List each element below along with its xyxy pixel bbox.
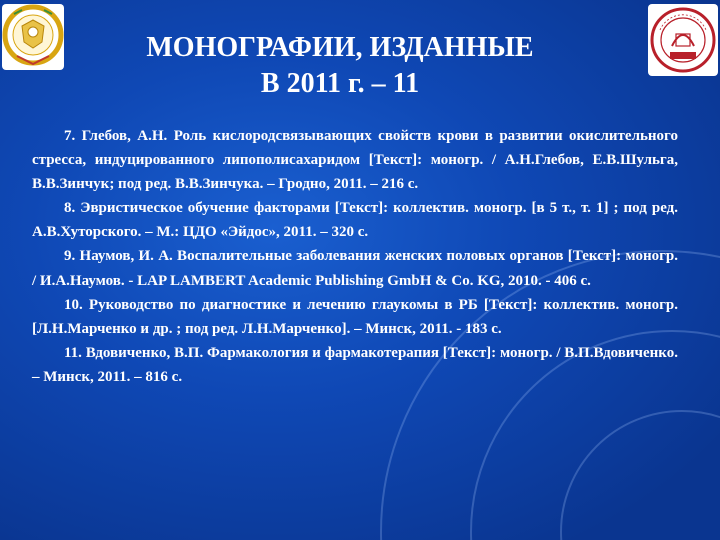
quality-award-emblem-icon [2, 4, 64, 70]
reference-item: 11. Вдовиченко, В.П. Фармакология и фармакотерапия [Текст]: моногр. / В.П.Вдовиченко. – Минск, 2011. – 816 с. [32, 344, 678, 385]
monograph-list [32, 124, 678, 389]
reference-item: 7. Глебов, А.Н. Роль кислородсвязывающих свойств крови в развитии окислительного стресса, индуцированного липополисахаридом [Текст]: моногр. / А.Н.Глебов, Е.В.Шульга, В.В.Зинчук; под ред. В.В.Зинчука. – Гродно, 2011. – 216 с. [32, 128, 678, 193]
quality-award-emblem-svg [2, 4, 64, 70]
slide-title-line-2: В 2011 г. – 11 [260, 68, 420, 99]
reference-item: 10. Руководство по диагностике и лечению глаукомы в РБ [Текст]: коллектив. моногр. [Л.Н.Марченко и др. ; под ред. Л.Н.Марченко]. – Минск, 2011. - 183 с. [32, 296, 678, 337]
reference-item: 8. Эвристическое обучение факторами [Текст]: коллектив. моногр. [в 5 т., т. 1] ; под ред. А.В.Хуторского. – М.: ЦДО «Эйдос», 2011. – 320 с. [32, 200, 678, 241]
university-seal-icon [648, 4, 718, 76]
slide-title [60, 30, 620, 102]
university-seal-svg [648, 4, 718, 76]
slide-title-line-1: МОНОГРАФИИ, ИЗДАННЫЕ [146, 32, 534, 63]
reference-item: 9. Наумов, И. А. Воспалительные заболевания женских половых органов [Текст]: моногр. / И.А.Наумов. - LAP LAMBERT Academic Publishing GmbH & Co. KG, 2010. - 406 с. [32, 248, 678, 289]
